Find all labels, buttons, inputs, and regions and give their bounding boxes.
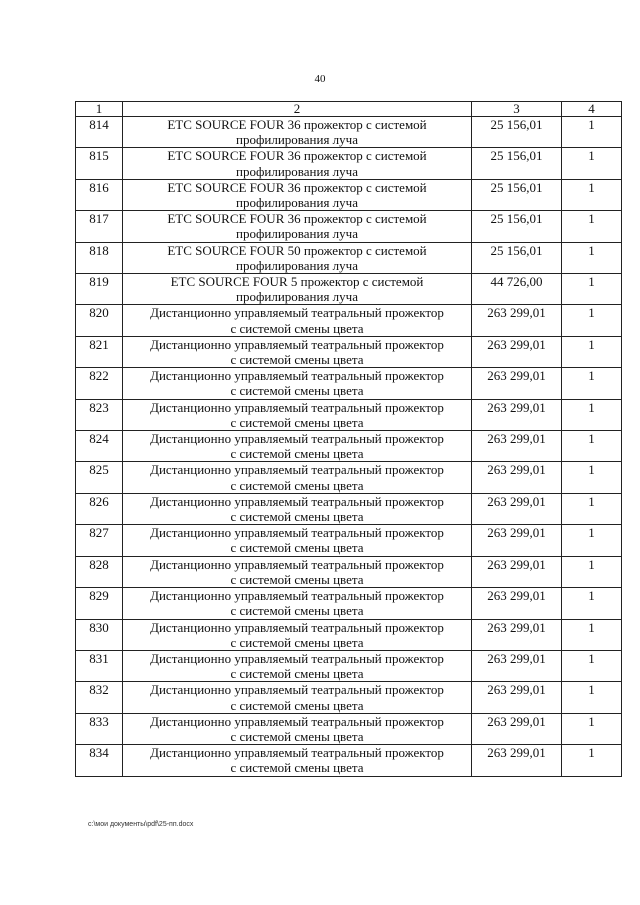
item-name-line-1: Дистанционно управляемый театральный прожектор [150,399,444,415]
row-number-cell: 832 [76,682,123,713]
table-row [76,619,622,650]
table-row [76,650,622,681]
table-header-row [76,102,622,117]
price-cell: 44 726,00 [472,274,562,305]
price-cell: 263 299,01 [472,399,562,430]
row-number-cell: 818 [76,242,123,273]
row-number-cell: 814 [76,117,123,148]
quantity-cell: 1 [562,399,622,430]
row-number-cell: 824 [76,431,123,462]
quantity-cell: 1 [562,713,622,744]
quantity-cell: 1 [562,588,622,619]
item-name-cell [123,431,472,462]
table-row [76,713,622,744]
item-name-line-1: Дистанционно управляемый театральный прожектор [150,305,444,321]
table-row [76,493,622,524]
row-number-cell: 828 [76,556,123,587]
table-row [76,556,622,587]
price-cell: 25 156,01 [472,242,562,273]
item-name-line-2: с системой смены цвета [230,446,364,462]
price-cell: 263 299,01 [472,745,562,776]
item-name-line-1: Дистанционно управляемый театральный прожектор [150,431,444,447]
table-body [76,117,622,777]
row-number-cell: 821 [76,336,123,367]
row-number-cell: 819 [76,274,123,305]
item-name-line-2: с системой смены цвета [230,666,364,682]
column-header-3: 3 [472,102,562,117]
row-number-cell: 826 [76,493,123,524]
item-name-line-1: ETC SOURCE FOUR 36 прожектор с системой [167,117,427,132]
table-row [76,368,622,399]
quantity-cell: 1 [562,745,622,776]
price-cell: 263 299,01 [472,462,562,493]
quantity-cell: 1 [562,525,622,556]
price-cell: 263 299,01 [472,650,562,681]
quantity-cell: 1 [562,305,622,336]
item-name-line-2: с системой смены цвета [230,320,364,336]
item-name-line-2: с системой смены цвета [230,728,364,744]
table-row [76,117,622,148]
item-name-cell [123,336,472,367]
quantity-cell: 1 [562,368,622,399]
quantity-cell: 1 [562,431,622,462]
table-row [76,399,622,430]
price-cell: 263 299,01 [472,619,562,650]
price-cell: 263 299,01 [472,588,562,619]
item-name-cell [123,368,472,399]
item-name-line-2: с системой смены цвета [230,477,364,493]
item-name-line-1: Дистанционно управляемый театральный прожектор [150,525,444,541]
column-header-2: 2 [123,102,472,117]
price-cell: 263 299,01 [472,368,562,399]
price-cell: 263 299,01 [472,556,562,587]
table-row [76,431,622,462]
row-number-cell: 816 [76,179,123,210]
table-row [76,274,622,305]
row-number-cell: 834 [76,745,123,776]
table-row [76,305,622,336]
item-name-line-2: с системой смены цвета [230,760,364,776]
item-name-cell [123,556,472,587]
table-row [76,462,622,493]
item-name-line-1: Дистанционно управляемый театральный прожектор [150,619,444,635]
item-name-line-1: ETC SOURCE FOUR 36 прожектор с системой [167,148,427,164]
row-number-cell: 827 [76,525,123,556]
inventory-table [75,101,622,777]
item-name-line-2: профилирования луча [236,257,358,273]
item-name-line-1: Дистанционно управляемый театральный прожектор [150,682,444,698]
item-name-cell [123,493,472,524]
item-name-cell [123,179,472,210]
item-name-line-2: с системой смены цвета [230,603,364,619]
price-cell: 25 156,01 [472,117,562,148]
item-name-cell [123,211,472,242]
price-cell: 263 299,01 [472,682,562,713]
item-name-cell [123,650,472,681]
price-cell: 263 299,01 [472,713,562,744]
item-name-cell [123,588,472,619]
item-name-line-2: с системой смены цвета [230,540,364,556]
price-cell: 263 299,01 [472,431,562,462]
table-row [76,745,622,776]
quantity-cell: 1 [562,462,622,493]
item-name-cell [123,619,472,650]
item-name-cell [123,462,472,493]
price-cell: 263 299,01 [472,493,562,524]
item-name-line-1: ETC SOURCE FOUR 36 прожектор с системой [167,179,427,195]
item-name-line-1: Дистанционно управляемый театральный прожектор [150,713,444,729]
item-name-line-1: Дистанционно управляемый театральный прожектор [150,368,444,384]
table-row [76,682,622,713]
item-name-line-1: Дистанционно управляемый театральный прожектор [150,650,444,666]
item-name-line-2: с системой смены цвета [230,414,364,430]
row-number-cell: 820 [76,305,123,336]
row-number-cell: 833 [76,713,123,744]
item-name-cell [123,682,472,713]
item-name-line-2: профилирования луча [236,289,358,305]
item-name-line-1: ETC SOURCE FOUR 5 прожектор с системой [170,274,424,290]
item-name-line-2: с системой смены цвета [230,383,364,399]
quantity-cell: 1 [562,211,622,242]
row-number-cell: 831 [76,650,123,681]
item-name-line-2: с системой смены цвета [230,697,364,713]
table-row [76,588,622,619]
item-name-line-1: Дистанционно управляемый театральный прожектор [150,462,444,478]
item-name-line-1: Дистанционно управляемый театральный прожектор [150,336,444,352]
row-number-cell: 825 [76,462,123,493]
quantity-cell: 1 [562,556,622,587]
row-number-cell: 830 [76,619,123,650]
item-name-line-2: профилирования луча [236,132,358,148]
quantity-cell: 1 [562,619,622,650]
quantity-cell: 1 [562,148,622,179]
item-name-line-2: профилирования луча [236,195,358,211]
item-name-line-1: ETC SOURCE FOUR 50 прожектор с системой [167,242,427,258]
table-row [76,148,622,179]
item-name-cell [123,525,472,556]
item-name-line-1: Дистанционно управляемый театральный прожектор [150,588,444,604]
table-row [76,525,622,556]
table-row [76,179,622,210]
item-name-line-2: профилирования луча [236,163,358,179]
item-name-line-1: Дистанционно управляемый театральный прожектор [150,745,444,761]
row-number-cell: 817 [76,211,123,242]
price-cell: 25 156,01 [472,179,562,210]
item-name-cell [123,117,472,148]
item-name-cell [123,399,472,430]
row-number-cell: 823 [76,399,123,430]
item-name-line-2: с системой смены цвета [230,509,364,525]
item-name-line-1: Дистанционно управляемый театральный прожектор [150,493,444,509]
table-row [76,211,622,242]
item-name-cell [123,148,472,179]
item-name-line-1: ETC SOURCE FOUR 36 прожектор с системой [167,211,427,227]
quantity-cell: 1 [562,682,622,713]
price-cell: 263 299,01 [472,336,562,367]
column-header-1: 1 [76,102,123,117]
table-row [76,336,622,367]
item-name-line-2: с системой смены цвета [230,634,364,650]
quantity-cell: 1 [562,179,622,210]
quantity-cell: 1 [562,274,622,305]
quantity-cell: 1 [562,242,622,273]
item-name-line-2: с системой смены цвета [230,352,364,368]
price-cell: 263 299,01 [472,525,562,556]
row-number-cell: 815 [76,148,123,179]
price-cell: 25 156,01 [472,148,562,179]
price-cell: 263 299,01 [472,305,562,336]
page-number: 40 [314,73,326,85]
table-row [76,242,622,273]
item-name-line-1: Дистанционно управляемый театральный прожектор [150,556,444,572]
item-name-cell [123,745,472,776]
row-number-cell: 822 [76,368,123,399]
item-name-cell [123,242,472,273]
item-name-cell [123,305,472,336]
quantity-cell: 1 [562,336,622,367]
item-name-line-2: профилирования луча [236,226,358,242]
row-number-cell: 829 [76,588,123,619]
item-name-line-2: с системой смены цвета [230,571,364,587]
footer-file-path: c:\мои документы\pdf\25-пп.docx [88,821,194,828]
item-name-cell [123,274,472,305]
column-header-4: 4 [562,102,622,117]
price-cell: 25 156,01 [472,211,562,242]
item-name-cell [123,713,472,744]
quantity-cell: 1 [562,117,622,148]
quantity-cell: 1 [562,493,622,524]
quantity-cell: 1 [562,650,622,681]
